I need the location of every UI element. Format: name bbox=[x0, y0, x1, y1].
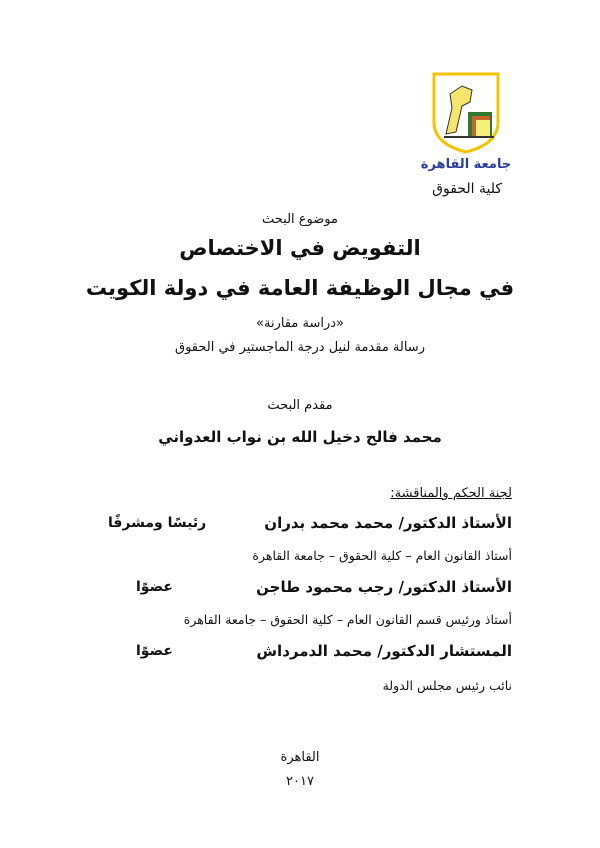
committee-member-description: نائب رئيس مجلس الدولة bbox=[382, 678, 512, 693]
committee-member-role: رئيسًا ومشرفًا bbox=[108, 515, 207, 531]
committee-member-name: الأستاذ الدكتور/ محمد محمد بدران bbox=[264, 514, 512, 532]
committee-member-name: الأستاذ الدكتور/ رجب محمود طاجن bbox=[256, 578, 512, 596]
cairo-university-logo bbox=[420, 72, 512, 172]
committee-label: لجنة الحكم والمناقشة: bbox=[390, 486, 512, 501]
city: القاهرة bbox=[280, 750, 320, 765]
thesis-title-line2: في مجال الوظيفة العامة في دولة الكويت bbox=[85, 276, 515, 300]
committee-member-description: أستاذ القانون العام – كلية الحقوق – جامعة القاهرة bbox=[252, 548, 512, 563]
research-subject-label: موضوع البحث bbox=[262, 212, 338, 227]
author-name: محمد فالح دخيل الله بن نواب العدواني bbox=[158, 428, 442, 446]
degree-statement: رسالة مقدمة لنيل درجة الماجستير في الحقوق bbox=[175, 340, 425, 355]
year: ٢٠١٧ bbox=[286, 774, 314, 789]
svg-text:جامعة القاهرة: جامعة القاهرة bbox=[420, 157, 512, 172]
committee-member-role: عضوًا bbox=[136, 579, 173, 595]
committee-member-description: أستاذ ورئيس قسم القانون العام – كلية الحقوق – جامعة القاهرة bbox=[183, 612, 512, 627]
faculty-name: كلية الحقوق bbox=[432, 181, 502, 197]
study-type: «دراسة مقارنة» bbox=[256, 316, 344, 331]
author-label: مقدم البحث bbox=[267, 398, 333, 413]
committee-member-name: المستشار الدكتور/ محمد الدمرداش bbox=[256, 642, 512, 660]
thesis-title-line1: التفويض في الاختصاص bbox=[179, 236, 421, 260]
committee-member-role: عضوًا bbox=[136, 643, 173, 659]
